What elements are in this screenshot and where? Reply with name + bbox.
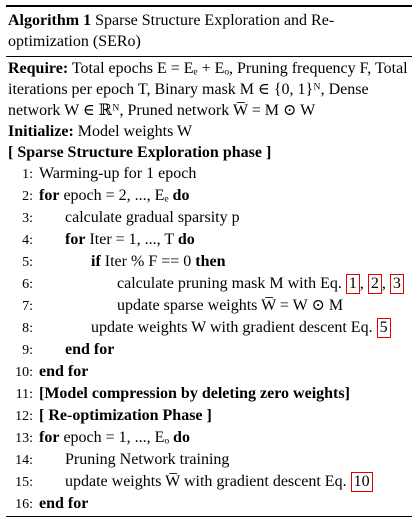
algorithm-line: [6, 449, 412, 471]
line-number: 10:: [15, 365, 33, 380]
line-number: 14:: [15, 453, 33, 468]
algorithm-caption: [6, 7, 412, 56]
initialize-label: Initialize:: [8, 123, 74, 140]
algorithm-line: [6, 163, 412, 185]
line-text: Iter = 1, ..., T: [89, 231, 174, 248]
line-number: 11:: [15, 387, 33, 402]
line-text: epoch = 2, ..., Eₑ: [63, 187, 169, 204]
line-number: 5:: [22, 255, 33, 270]
algorithm-lines: [6, 163, 412, 515]
algorithm-line: [6, 427, 412, 449]
line-keyword: for: [39, 187, 60, 204]
equation-ref-link[interactable]: 5: [377, 318, 391, 338]
line-text: calculate pruning mask M with Eq.: [117, 275, 342, 292]
line-content: [65, 471, 373, 493]
line-keyword: end for: [39, 495, 89, 512]
line-number: 1:: [22, 167, 33, 182]
require-block: [6, 58, 412, 121]
caption-title: Sparse Structure Exploration and Re-optimization (SERo): [8, 12, 335, 50]
algorithm-line: [6, 207, 412, 229]
line-number: 4:: [22, 233, 33, 248]
line-keyword-end: do: [177, 231, 195, 248]
line-keyword: end for: [39, 363, 89, 380]
algorithm-line: [6, 361, 412, 383]
line-content: [39, 405, 212, 427]
phase-heading: [ Sparse Structure Exploration phase ]: [8, 144, 272, 161]
line-number: 3:: [22, 211, 33, 226]
algorithm-line: [6, 405, 412, 427]
equation-ref-link[interactable]: 3: [390, 274, 404, 294]
line-keyword-end: do: [173, 429, 190, 446]
line-keyword: [Model compression by deleting zero weights]: [39, 385, 350, 402]
algorithm-line: [6, 317, 412, 339]
line-content: [65, 449, 229, 471]
require-text: Total epochs E = Eₑ + Eₒ, Pruning frequency F, Total iterations per epoch T, Binary mask M ∈ {0, 1}ᴺ, Dense network W ∈ ℝᴺ, Pruned network W̅ = M ⊙ W: [8, 60, 408, 119]
line-content: [117, 295, 343, 317]
line-content: [91, 317, 391, 339]
line-text: calculate gradual sparsity p: [65, 209, 240, 226]
algorithm-line: [6, 471, 412, 493]
line-keyword: end for: [65, 341, 115, 358]
algorithm-line: [6, 493, 412, 515]
initialize-block: [6, 121, 412, 142]
line-text: Warming-up for 1 epoch: [39, 165, 197, 182]
caption-prefix: Algorithm 1: [8, 12, 92, 29]
line-text: Pruning Network training: [65, 451, 230, 468]
line-keyword: for: [39, 429, 60, 446]
line-content: [65, 229, 195, 251]
line-number: 7:: [22, 299, 33, 314]
line-content: [65, 339, 114, 361]
line-text: Iter % F == 0: [104, 253, 192, 270]
algorithm-line: [6, 229, 412, 251]
equation-ref-link[interactable]: 10: [351, 472, 373, 492]
algorithm-line: [6, 251, 412, 273]
line-content: [39, 493, 88, 515]
line-keyword-end: then: [195, 253, 226, 270]
line-content: [91, 251, 226, 273]
line-number: 16:: [15, 497, 33, 512]
line-keyword: if: [91, 253, 101, 270]
line-content: [39, 383, 350, 405]
equation-ref-link[interactable]: 2: [368, 274, 382, 294]
line-number: 15:: [15, 475, 33, 490]
line-keyword: for: [65, 231, 86, 248]
line-content: [65, 207, 240, 229]
line-content: [39, 185, 189, 207]
line-keyword-end: do: [172, 187, 190, 204]
equation-ref-link[interactable]: 1: [346, 274, 360, 294]
line-number: 8:: [22, 321, 33, 336]
line-text: update weights W̅ with gradient descent Eq.: [65, 473, 347, 490]
algorithm-line: [6, 295, 412, 317]
algorithm-line: [6, 383, 412, 405]
line-number: 12:: [15, 409, 33, 424]
line-text: update sparse weights W̅ = W ⊙ M: [117, 297, 344, 314]
line-content: [39, 427, 190, 449]
algorithm-line: [6, 185, 412, 207]
initialize-text: Model weights W: [77, 123, 193, 140]
line-content: [39, 163, 196, 185]
algorithm-line: [6, 339, 412, 361]
line-text: update weights W with gradient descent Eq.: [91, 319, 373, 336]
require-label: Require:: [8, 60, 69, 77]
algorithm-line: [6, 273, 412, 295]
algorithm-body: [6, 57, 412, 515]
line-content: [39, 361, 88, 383]
line-number: 13:: [15, 431, 33, 446]
algorithm-block: [6, 5, 412, 517]
line-content: calculate pruning mask M with Eq. 1 , 2 , 3: [117, 273, 404, 295]
line-keyword: [ Re-optimization Phase ]: [39, 407, 212, 424]
line-number: 9:: [22, 343, 33, 358]
line-number: 6:: [22, 277, 33, 292]
line-text: epoch = 1, ..., Eₒ: [63, 429, 170, 446]
line-number: 2:: [22, 189, 33, 204]
